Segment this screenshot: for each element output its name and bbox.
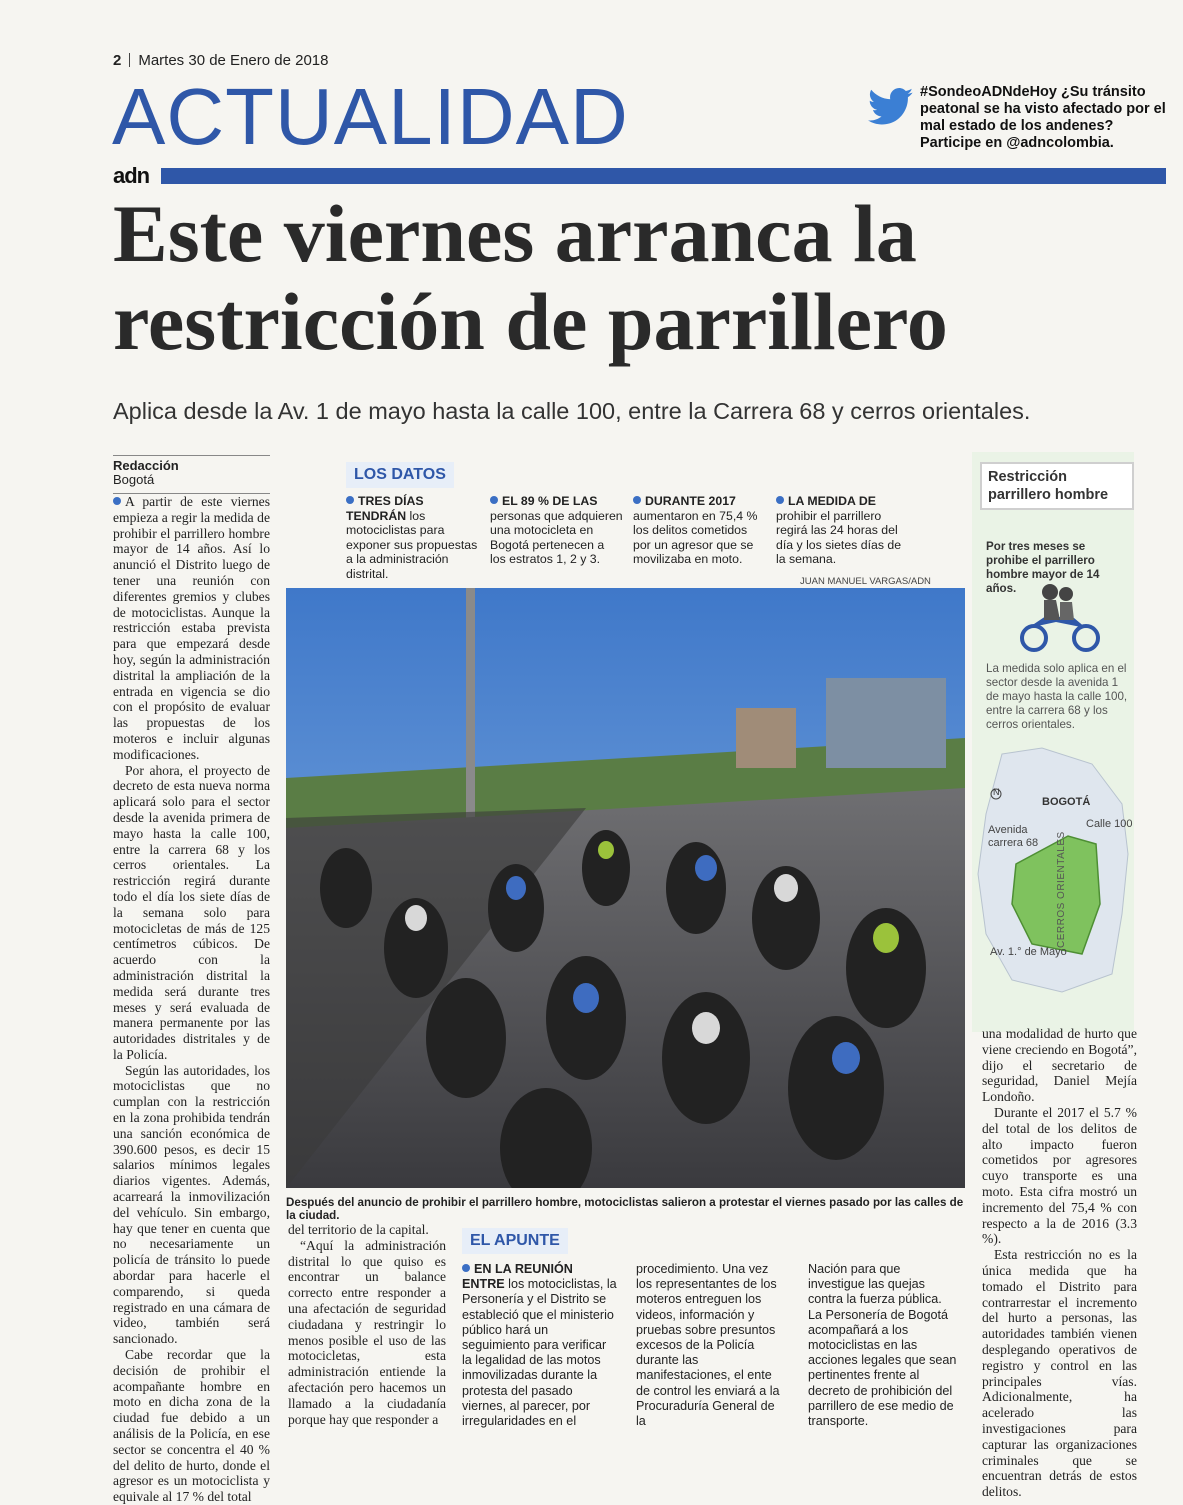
paragraph: “Aquí la administración distrital lo que quiso es encontrar un balance correcto entre responder a una afectación de seguridad ciudadana y restringir lo menos posible el uso de las motocicletas, esta administración entiende la afectación pero hacemos un llamado a la ciudadanía porque hay que responder a (288, 1237, 446, 1427)
bullet-icon (490, 496, 498, 504)
map-city-label: BOGOTÁ (1042, 796, 1091, 808)
dato-item: LA MEDIDA DE prohibir el parrillero regirá las 24 horas del día y los sietes días de la semana. (776, 494, 902, 567)
protest-photo (286, 588, 965, 1188)
bogota-map (972, 744, 1134, 996)
map-north-label: N (993, 787, 1000, 797)
issue-date: Martes 30 de Enero de 2018 (138, 52, 329, 69)
bullet-icon (633, 496, 641, 504)
map-avenida-label: Avenida carrera 68 (988, 824, 1039, 849)
motorcycle-rider-icon (1016, 582, 1104, 654)
page-header-line (113, 52, 328, 69)
infographic-text: La medida solo aplica en el sector desde la avenida 1 de mayo hasta la calle 100, entre la carrera 68 y los cerros orientales. (986, 662, 1128, 731)
los-datos-title: LOS DATOS (346, 462, 454, 488)
paragraph: Durante el 2017 el 5.7 % del total de los delitos de alto impacto fueron cometidos por agresores cuyo transporte es una moto. Esta cifra mostró un incremento del 75,4 % con respecto a la de 2016 (3.3 %). (982, 1104, 1137, 1247)
el-apunte-title: EL APUNTE (462, 1228, 568, 1254)
bullet-icon (776, 496, 784, 504)
el-apunte-col-a: EN LA REUNIÓN ENTRE los motociclistas, la Personería y el Distrito se estableció que el ministerio público hará un seguimiento para verificar la legalidad de las motos inmovilizadas durante la protesta del pasado viernes, al parecer, por irregularidades en el (462, 1262, 617, 1429)
dato-item: EL 89 % DE LAS personas que adquieren una motocicleta en Bogotá pertenecen a los estratos 1, 2 y 3. (490, 494, 623, 567)
header-divider (129, 53, 130, 67)
article-column-1 (113, 494, 270, 1505)
infographic-lead: Por tres meses se prohibe el parrillero hombre mayor de 14 años. (986, 540, 1100, 595)
tweet-text: #SondeoADNdeHoy ¿Su tránsito peatonal se ha visto afectado por el mal estado de los andenes? Participe en @adncolombia. (920, 84, 1166, 151)
los-datos-box (346, 462, 966, 488)
article-column-2 (288, 1222, 446, 1427)
byline-place: Bogotá (113, 472, 155, 487)
section-bar (113, 168, 1166, 184)
paragraph: Por ahora, el proyecto de decreto de esta nueva norma aplicará solo para el sector desde la avenida primera de mayo hasta la calle 100, entre la carrera 68 y los cerros orientales. La restricción regirá durante todo el día los siete días de la semana solo para motocicletas de más de 125 centímetros cúbicos. De acuerdo con la administración distrital la medida será durante tres meses y será evaluada de manera permanente por las autoridades distritales y de la Policía. (113, 762, 270, 1062)
infographic-title: Restricción parrillero hombre (988, 469, 1109, 503)
map-calle-label: Calle 100 (1086, 818, 1133, 830)
article-column-5 (982, 1026, 1137, 1500)
twitter-bird-icon (868, 88, 914, 126)
subheadline: Aplica desde la Av. 1 de mayo hasta la calle 100, entre la Carrera 68 y cerros orientales. (113, 398, 1031, 424)
page-number: 2 (113, 52, 122, 69)
el-apunte-col-b: procedimiento. Una vez los representantes de los moteros entreguen los videos, información y pruebas sobre presuntos excesos de la Policía durante las manifestaciones, el ente de control les enviará a la Procuraduría General de la (636, 1262, 780, 1429)
photo-credit: JUAN MANUEL VARGAS/ADN (800, 576, 931, 587)
byline (113, 455, 270, 494)
infographic-title-box (980, 462, 1134, 510)
el-apunte-col-c: Nación para que investigue las quejas contra la fuerza pública. La Personería de Bogotá acompañará a los motociclistas en las acciones legales que sean pertinentes frente al decreto de prohibición del parrillero de ese medio de transporte. (808, 1262, 957, 1429)
byline-author: Redacción (113, 458, 179, 473)
bullet-icon (113, 497, 121, 505)
photo-caption: Después del anuncio de prohibir el parrillero hombre, motociclistas salieron a protestar el viernes pasado por las calles de la ciudad. (286, 1196, 964, 1222)
dato-item: TRES DÍAS TENDRÁN los motociclistas para exponer sus propuestas a la administración distrital. (346, 494, 478, 581)
paragraph: del territorio de la capital. (288, 1222, 429, 1237)
infographic-sidebar (972, 452, 1134, 1032)
paragraph: Según las autoridades, los motociclistas que no cumplan con la restricción en la zona prohibida tendrán una sanción económica de 390.600 pesos, es decir 15 salarios mínimos legales diarios vigentes. Además, acarreará la inmovilización del vehículo. Sin embargo, hay que tener en cuenta que no necesariamente un policía de tránsito lo puede abordar para hacerle el comparendo, si queda registrado en una cámara de video, también será sancionado. (113, 1062, 270, 1347)
adn-logo: adn (113, 164, 161, 188)
map-cerros-label: CERROS ORIENTALES (1056, 831, 1067, 948)
bullet-icon (462, 1264, 470, 1272)
headline: Este viernes arranca la restricción de parrillero (113, 188, 948, 367)
bullet-icon (346, 496, 354, 504)
el-apunte-box (462, 1228, 568, 1254)
section-title: ACTUALIDAD (112, 72, 629, 161)
map-av-mayo-label: Av. 1.° de Mayo (990, 946, 1067, 958)
dato-item: DURANTE 2017 aumentaron en 75,4 % los delitos cometidos por un agresor que se movilizaba en moto. (633, 494, 758, 567)
paragraph: una modalidad de hurto que viene creciendo en Bogotá”, dijo el secretario de seguridad, Daniel Mejía Londoño. (982, 1026, 1137, 1105)
paragraph: A partir de este viernes empieza a regir la medida de prohibir el parrillero hombre mayor de 14 años. Así lo anunció el Distrito luego de tener una reunión con diferentes gremios y clubes de motociclistas. Aunque la restricción estaba prevista para que empezará desde hoy, según la administración distrital la ampliación de la entrada en vigencia se dio con el propósito de evaluar las propuestas de los moteros e incluir algunas modificaciones. (113, 494, 270, 762)
paragraph: Esta restricción no es la única medida que ha tomado el Distrito para contrarrestar el incremento del hurto a personas, las autoridades también vienen desplegando operativos de registro y control en las principales vías. Adicionalmente, ha acelerado las investigaciones para capturar las organizaciones criminales que se encuentran detrás de estos delitos. (982, 1247, 1137, 1500)
paragraph: Cabe recordar que la decisión de prohibir el acompañante hombre en moto en dicha zona de la ciudad fue debido a un análisis de la Policía, en ese sector se concentra el 40 % del delito de hurto, donde el agresor es un motociclista y equivale al 17 % del total (113, 1347, 270, 1505)
